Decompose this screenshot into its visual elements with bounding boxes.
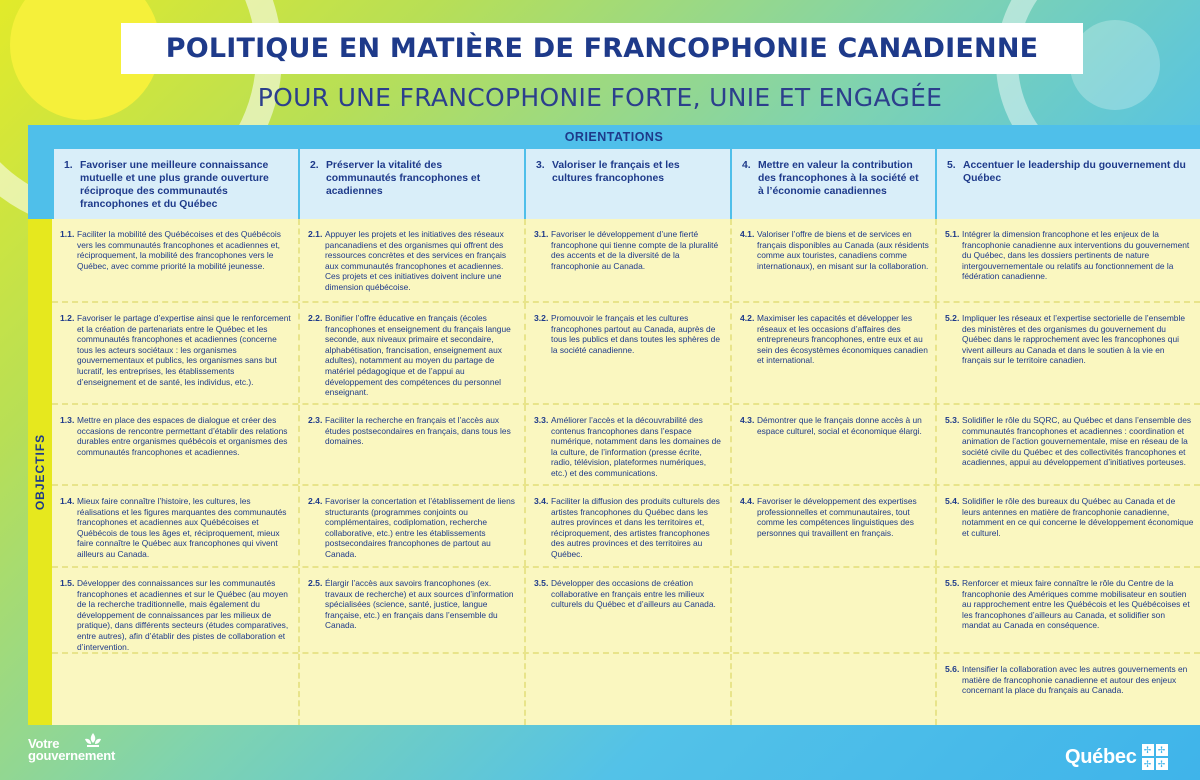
objective-number: 2.5. [308,578,323,588]
orientation-label: Accentuer le leadership du gouvernement du Québec [963,160,1186,184]
objective-number: 3.4. [534,496,549,506]
objective-number: 2.3. [308,415,323,425]
objective-text: Faciliter la recherche en français et l’accès aux études postsecondaires en français, dans tous les domaines. [325,415,511,447]
orientation-label: Préserver la vitalité des communautés francophones et acadiennes [326,160,481,197]
objective-number: 3.3. [534,415,549,425]
objective-cell [298,219,524,301]
objectives-row [52,484,1200,566]
objective-cell [524,219,730,301]
title-banner [121,23,1083,74]
objective-text: Élargir l’accès aux savoirs francophones (ex. travaux de recherche) et aux sources d’information spécialisées (science, santé, justice, langue française, etc.) en français dans l’ensemble du Canada. [325,578,514,631]
objective-text: Favoriser le partage d’expertise ainsi que le renforcement et la création de partenariats entre le Québec et les communautés francophones et acadiennes (concerne tous les acteurs sociétaux : les organismes gouvernementaux et publics, les organismes sans but lucratif, les entreprises, les établissements d’enseignement et de santé, les individus, etc.). [77,313,291,387]
objective-text: Faciliter la mobilité des Québécoises et des Québécois vers les communautés francophones et acadiennes et, réciproquement, la mobilité des francophones vers le Québec, avec comme priorité la mobilité jeunesse. [77,229,281,271]
quebec-flag-icon: ✢ ✢ ✢ ✢ [1142,744,1168,770]
objective-text: Renforcer et mieux faire connaître le rôle du Centre de la francophonie des Amériques comme mobilisateur en soutien au rapprochement entre les Québécois et les Québécoises et les francophones d’ailleurs au Canada, et solidifier son mandat au Canada en conséquence. [962,578,1190,631]
objective-cell [298,486,524,566]
objective-number: 2.1. [308,229,323,239]
objective-text: Développer des occasions de création collaborative en français entre les milieux culturels du Québec et d’ailleurs au Canada. [551,578,716,610]
objective-cell [935,303,1200,403]
objective-text: Favoriser le développement d’une fierté francophone qui tienne compte de la pluralité des accents et de la diversité de la francophonie au Canada. [551,229,719,271]
objective-cell [935,486,1200,566]
objectives-row [52,219,1200,301]
objective-text: Mieux faire connaître l’histoire, les cultures, les réalisations et les figures marquantes des communautés francophones et acadiennes aux Québécoises et Québécois de tous les âges et, réciproquement, mieux faire connaître le Québec aux francophones qui vivent ailleurs au Canada. [77,496,287,559]
orientation-number: 5. [947,160,956,171]
objective-number: 4.3. [740,415,755,425]
objective-cell [935,568,1200,652]
objective-number: 3.5. [534,578,549,588]
objective-number: 5.4. [945,496,960,506]
objective-cell [298,303,524,403]
orientations-title: ORIENTATIONS [564,130,664,144]
orientation-number: 4. [742,160,751,171]
objective-cell [935,654,1200,725]
objective-text: Bonifier l’offre éducative en français (écoles francophones et enseignement du français langue seconde, aux niveaux primaire et secondaire, alphabétisation, francisation, enseignement aux adultes), notamment au moyen du partage de matériel pédagogique et de l’appui au développement des compétences du personnel enseignant. [325,313,511,398]
quebec-logo [1065,744,1168,770]
orientation-2 [298,149,524,219]
objective-cell [52,568,298,652]
orientation-3 [524,149,730,219]
orientation-1 [52,149,298,219]
objectives-grid [52,219,1200,725]
objective-cell [52,405,298,484]
objective-cell [730,486,935,566]
orientation-4 [730,149,935,219]
objective-cell-empty [52,654,298,725]
objective-number: 5.5. [945,578,960,588]
objective-number: 3.1. [534,229,549,239]
objective-cell [524,303,730,403]
objective-number: 5.6. [945,664,960,674]
objective-number: 2.4. [308,496,323,506]
objective-cell [52,219,298,301]
objective-text: Démontrer que le français donne accès à un espace culturel, social et économique élargi. [757,415,922,436]
objective-cell [935,219,1200,301]
orientation-label: Valoriser le français et les cultures francophones [552,160,680,184]
objective-cell-empty [298,654,524,725]
orientation-number: 3. [536,160,545,171]
objective-cell-empty [524,654,730,725]
policy-table [28,125,1200,725]
objective-text: Appuyer les projets et les initiatives des réseaux pancanadiens et des organismes qui offrent des ressources concrètes et des services en français aux communautés francophones et acadiennes. Ces projets et ces initiatives doivent inclure une dimension québécoise. [325,229,507,292]
objective-text: Intensifier la collaboration avec les autres gouvernements en matière de francophonie canadienne et autour des enjeux concernant la place du français au Canada. [962,664,1188,696]
objective-text: Faciliter la diffusion des produits culturels des artistes francophones du Québec dans les autres provinces et dans les territoires et, réciproquement, des artistes francophones des autres provinces et des territoires au Québec. [551,496,720,559]
objective-text: Mettre en place des espaces de dialogue et créer des occasions de rencontre permettant d’établir des relations durables entre organismes québécois et organismes des communautés francophones et acadiennes. [77,415,288,457]
quebec-wordmark: Québec [1065,745,1137,768]
objective-cell [524,405,730,484]
objective-text: Favoriser le développement des expertises professionnelles et communautaires, tout comme les compétences linguistiques des personnes qui travaillent en français. [757,496,917,538]
objective-number: 4.4. [740,496,755,506]
orientation-label: Mettre en valeur la contribution des francophones à la société et à l’économie canadiennes [758,160,919,197]
objective-text: Maximiser les capacités et développer les réseaux et les occasions d’affaires des entrepreneurs francophones, entre eux et au sein des écosystèmes économiques canadien et international. [757,313,928,366]
logo-line-1: Votre [28,736,60,751]
objective-text: Valoriser l’offre de biens et de services en français disponibles au Canada (aux résidents comme aux touristes, canadiens comme internationaux), en misant sur la collaboration. [757,229,929,271]
objective-cell [524,486,730,566]
objectives-row [52,566,1200,652]
objective-text: Développer des connaissances sur les communautés francophones et acadiennes et sur le Québec (au moyen de la recherche traditionnelle, mais également du développement de connaissances par les milieux de pratique), dans différents secteurs (études comparatives, entre autres), afin d’établir des pistes de collaboration et d’intervention. [77,578,289,652]
objective-cell [524,568,730,652]
orientation-number: 2. [310,160,319,171]
orientation-label: Favoriser une meilleure connaissance mutuelle et une plus grande ouverture réciproque des communautés francophones et du Québec [80,160,269,210]
objectives-row [52,403,1200,484]
objective-text: Solidifier le rôle des bureaux du Québec au Canada et de leurs antennes en matière de francophonie canadienne, notamment en ce qui concerne le développement économique et culturel. [962,496,1194,538]
objective-text: Favoriser la concertation et l’établissement de liens structurants (programmes conjoints ou complémentaires, codiplomation, recherche collaborative, etc.) entre les établissements postsecondaires francophones de partout au Canada. [325,496,515,559]
objectives-label: OBJECTIFS [33,433,47,511]
fleur-de-lis-icon [82,732,104,750]
orientations-row [28,149,1200,219]
objectives-row [52,301,1200,403]
orientations-header [28,125,1200,149]
objective-number: 4.2. [740,313,755,323]
objective-text: Intégrer la dimension francophone et les enjeux de la francophonie canadienne aux interventions du gouvernement du Québec, dans les dossiers pertinents de nature intergouvernementale ou relatifs au fonctionnement de la fédération canadienne. [962,229,1190,282]
objective-cell [935,405,1200,484]
orientation-5 [935,149,1200,219]
logo-line-2: gouvernement [28,748,116,763]
objective-number: 5.2. [945,313,960,323]
objective-cell [52,303,298,403]
objective-text: Solidifier le rôle du SQRC, au Québec et dans l’ensemble des communautés francophones et acadiennes : coordination et animation de l’action gouvernementale, mise en réseau de la société civile du Québec et des collectivités francophones et acadiennes, appui au développement d’initiatives porteuses. [962,415,1192,468]
objective-cell [730,219,935,301]
page-title: POLITIQUE EN MATIÈRE DE FRANCOPHONIE CANADIENNE [165,33,1039,64]
objective-number: 1.2. [60,313,75,323]
objective-text: Promouvoir le français et les cultures francophones partout au Canada, auprès de tous les publics et dans toutes les sphères de la société canadienne. [551,313,720,355]
objective-text: Impliquer les réseaux et l’expertise sectorielle de l’ensemble des ministères et des organismes du gouvernement du Québec dans le rapprochement avec les francophones qui vivent ailleurs au Canada et dans le soutien à la vie en français sur le territoire canadien. [962,313,1185,366]
objective-cell [730,303,935,403]
objective-cell [298,405,524,484]
objective-number: 2.2. [308,313,323,323]
objective-number: 5.3. [945,415,960,425]
objective-cell [298,568,524,652]
objectives-sidebar [28,219,52,725]
page-subtitle: POUR UNE FRANCOPHONIE FORTE, UNIE ET ENGAGÉE [257,83,943,112]
objective-cell-empty [730,568,935,652]
objective-number: 3.2. [534,313,549,323]
objective-number: 1.1. [60,229,75,239]
objective-cell-empty [730,654,935,725]
orientation-number: 1. [64,160,73,171]
objective-number: 1.4. [60,496,75,506]
objective-text: Améliorer l’accès et la découvrabilité des contenus francophones dans l’espace numérique, notamment dans les domaines de la culture, de l’information (presse écrite, radio, télévision, plateformes numériques, etc.) et des communications. [551,415,721,478]
objective-number: 1.5. [60,578,75,588]
objective-cell [730,405,935,484]
objectives-row [52,652,1200,725]
objective-number: 4.1. [740,229,755,239]
objective-cell [52,486,298,566]
objectives-section [28,219,1200,725]
objective-number: 5.1. [945,229,960,239]
objective-number: 1.3. [60,415,75,425]
